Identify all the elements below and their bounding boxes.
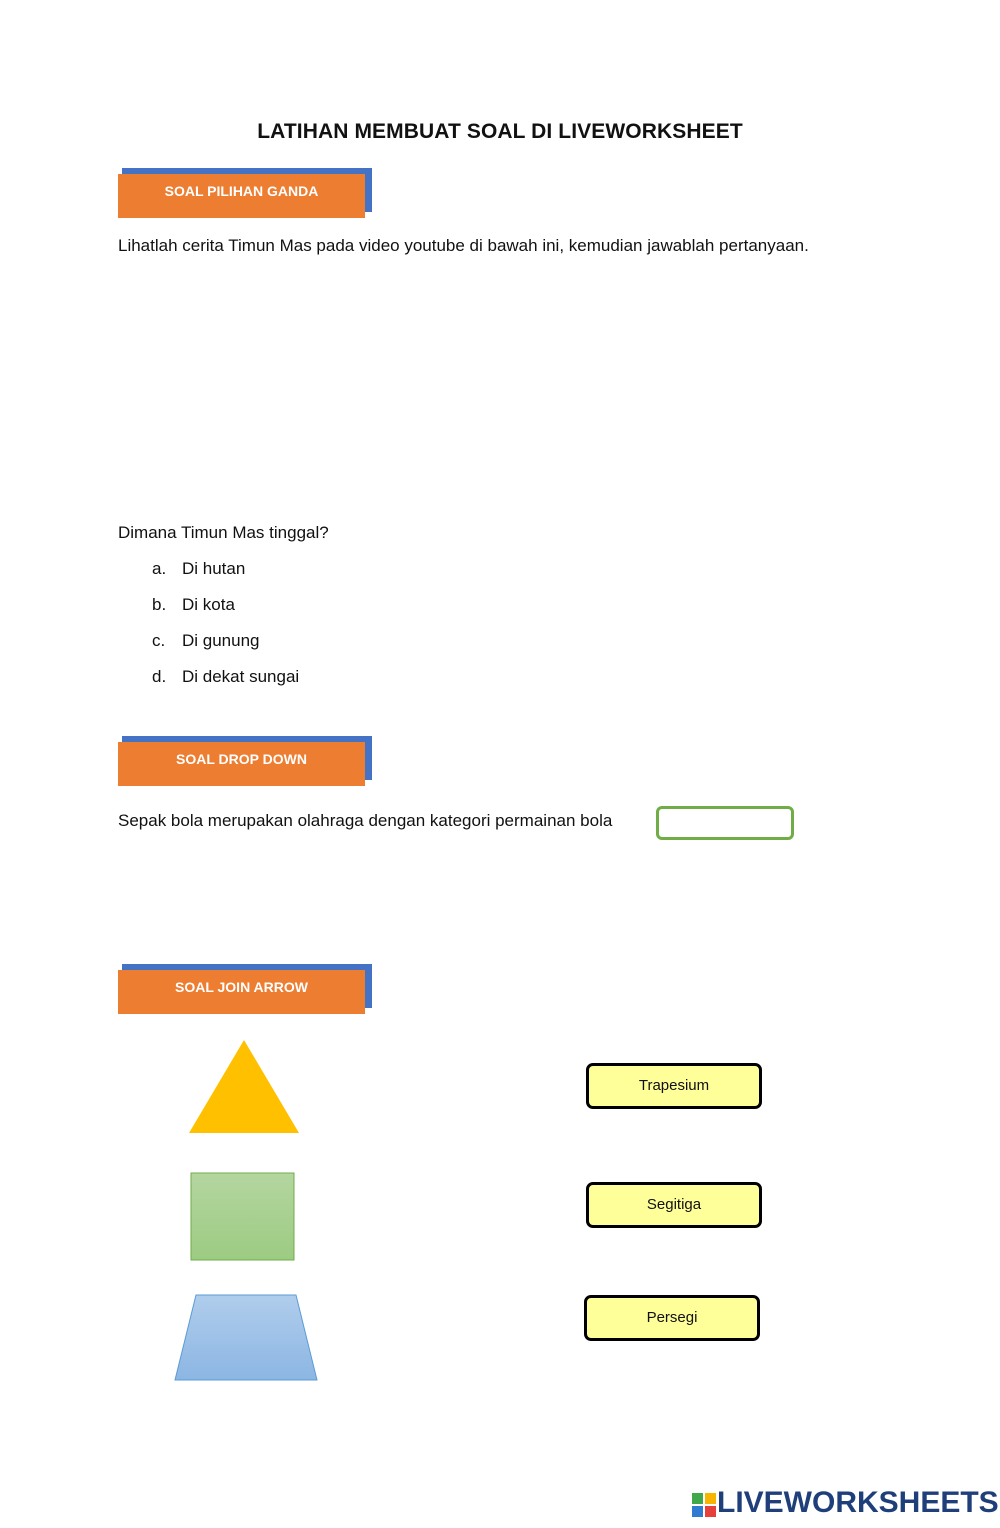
target-persegi[interactable]: Persegi: [584, 1295, 760, 1341]
option-a[interactable]: [152, 559, 245, 579]
option-b[interactable]: [152, 595, 235, 615]
square-shape[interactable]: [189, 1171, 297, 1263]
section-header-join-arrow: [118, 964, 374, 1014]
section-header-label: SOAL PILIHAN GANDA: [118, 174, 365, 218]
trapezoid-fill: [175, 1295, 317, 1380]
target-segitiga[interactable]: Segitiga: [586, 1182, 762, 1228]
option-text: Di kota: [182, 595, 235, 614]
section-header-label: SOAL DROP DOWN: [118, 742, 365, 786]
trapezoid-shape[interactable]: [172, 1293, 320, 1383]
option-d[interactable]: [152, 667, 299, 687]
option-letter: a.: [152, 559, 167, 578]
logo-mark-icon: [692, 1493, 716, 1517]
option-text: Di hutan: [182, 559, 246, 578]
section-header-label: SOAL JOIN ARROW: [118, 970, 365, 1014]
option-text: Di gunung: [182, 631, 260, 650]
option-letter: b.: [152, 595, 167, 614]
triangle-shape[interactable]: [186, 1038, 302, 1136]
section-header-drop-down: [118, 736, 374, 786]
answer-dropdown[interactable]: [656, 806, 794, 840]
instruction-text: Lihatlah cerita Timun Mas pada video youtube di bawah ini, kemudian jawablah pertanyaan.: [118, 236, 809, 255]
option-letter: d.: [152, 667, 167, 686]
section-header-multiple-choice: [118, 168, 374, 218]
target-trapesium[interactable]: Trapesium: [586, 1063, 762, 1109]
drop-down-sentence: Sepak bola merupakan olahraga dengan kategori permainan bola: [118, 811, 613, 830]
option-text: Di dekat sungai: [182, 667, 300, 686]
option-c[interactable]: [152, 631, 260, 651]
square-fill: [191, 1173, 294, 1260]
question-text: Dimana Timun Mas tinggal?: [118, 523, 329, 542]
logo-text: LIVEWORKSHEETS: [717, 1486, 999, 1519]
option-letter: c.: [152, 631, 166, 650]
triangle-fill: [189, 1040, 299, 1133]
page-title: LATIHAN MEMBUAT SOAL DI LIVEWORKSHEET: [257, 120, 743, 143]
